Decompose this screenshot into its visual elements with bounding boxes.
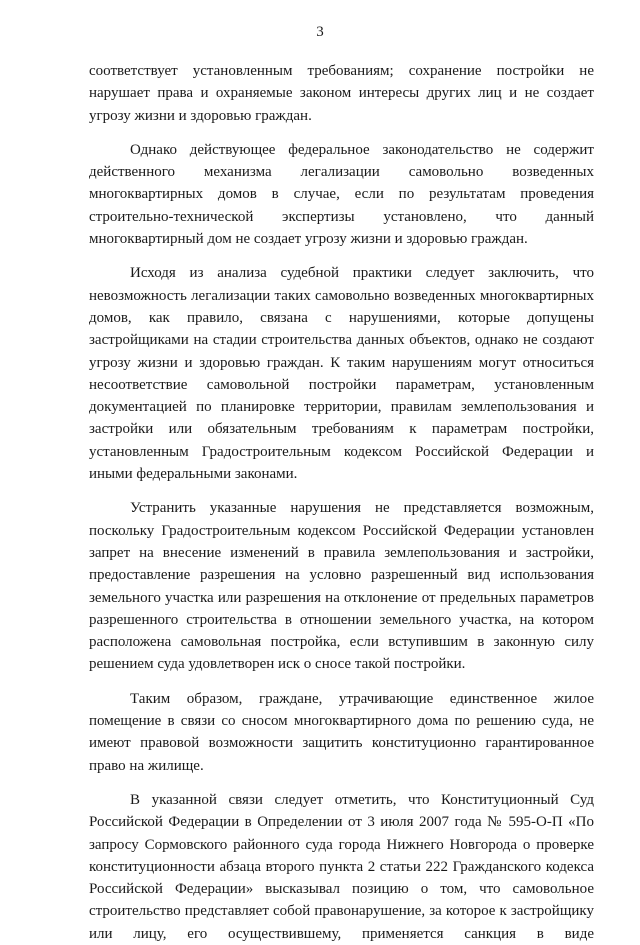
paragraph-4: Устранить указанные нарушения не представляется возможным, поскольку Градостроительным кодексом Российской Федерации установлен запрет на внесение изменений в правила землепользования и застройки, предоставление разрешения на условно разрешенный вид использования земельного участка или разрешения на отклонение от предельных параметров разрешенного строительства в отношении земельного участка, на котором расположена самовольная постройка, если вступившим в законную силу решением суда удовлетворен иск о сносе такой постройки.	[89, 500, 594, 673]
paragraph-5: Таким образом, граждане, утрачивающие единственное жилое помещение в связи со сносом многоквартирного дома по решению суда, не имеют правовой возможности защитить конституционно гарантированное право на жилище.	[89, 690, 594, 774]
paragraph-1: соответствует установленным требованиям; сохранение постройки не нарушает права и охраняемые законом интересы других лиц и не создает угрозу жизни и здоровью граждан.	[89, 63, 594, 124]
paragraph-6: В указанной связи следует отметить, что Конституционный Суд Российской Федерации в Определении от 3 июля 2007 года № 595-О-П «По запросу Сормовского районного суда города Нижнего Новгорода о проверке конституционности абзаца второго пункта 2 статьи 222 Гражданского кодекса Российской Федерации» высказывал позицию о том, что самовольное строительство представляет собой правонарушение, за которое к застройщику или лицу, его осуществившему, применяется санкция в виде	[89, 791, 594, 942]
paragraph-3: Исходя из анализа судебной практики следует заключить, что невозможность легализации таких самовольно возведенных многоквартирных домов, как правило, связана с нарушениями, которые допущены застройщиками на стадии строительства данных объектов, однако не создают угрозу жизни и здоровью граждан. К таким нарушениям могут относиться несоответствие самовольной постройки параметрам, установленным документацией по планировке территории, правилам землепользования и застройки или обязательным требованиям к параметрам постройки, установленным Градостроительным кодексом Российской Федерации и иными федеральными законами.	[89, 265, 594, 483]
document-body	[89, 60, 594, 945]
page-number: 3	[316, 24, 324, 40]
paragraph-2: Однако действующее федеральное законодательство не содержит действенного механизма легализации самовольно возведенных многоквартирных домов в случае, если по результатам проведения строительно-технической экспертизы установлено, что данный многоквартирный дом не создает угрозу жизни и здоровью граждан.	[89, 141, 594, 248]
